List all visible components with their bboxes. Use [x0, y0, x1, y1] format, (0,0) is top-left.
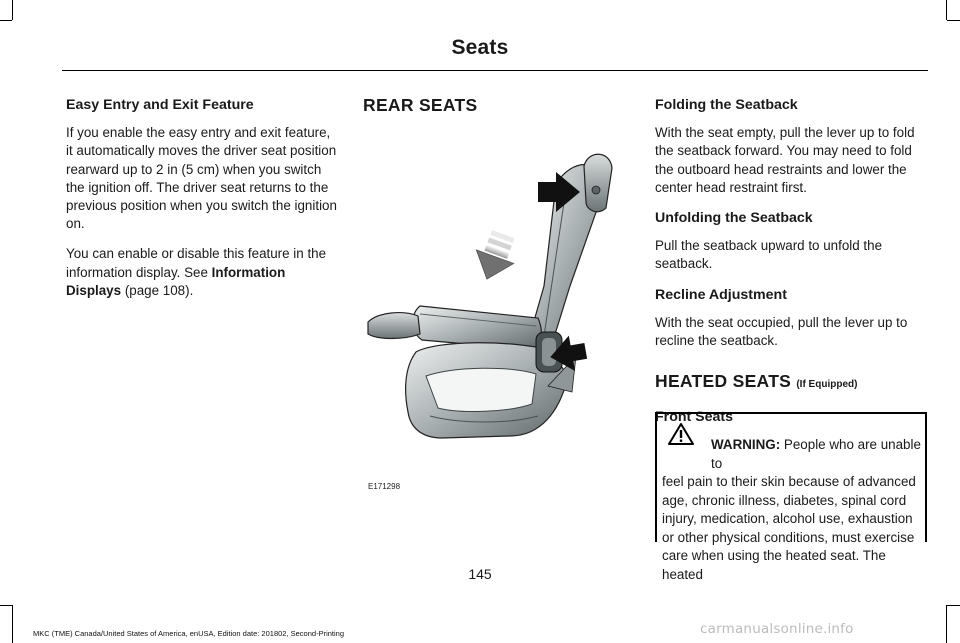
warning-box — [655, 412, 927, 582]
crop-mark — [947, 20, 960, 21]
heated-seats-heading — [655, 372, 927, 394]
recline-paragraph: With the seat occupied, pull the lever up to recline the seatback. — [655, 314, 908, 349]
page-reference: (page 108). — [121, 282, 194, 298]
rear-seat-illustration — [360, 136, 632, 498]
header-rule — [62, 70, 928, 71]
information-displays-link[interactable]: Information Displays — [66, 264, 286, 298]
enable-disable-paragraph — [66, 245, 338, 300]
warning-first-line — [662, 436, 921, 473]
crop-mark — [946, 0, 947, 20]
crop-mark — [0, 605, 12, 606]
page-number: 145 — [468, 566, 492, 582]
heated-seats-title: HEATED SEATS — [655, 371, 792, 392]
crop-mark — [12, 0, 13, 20]
folding-heading: Folding the Seatback — [655, 97, 798, 113]
warning-label: WARNING: — [711, 437, 781, 452]
recline-heading: Recline Adjustment — [655, 286, 787, 303]
crop-mark — [0, 20, 12, 21]
easy-entry-paragraph: If you enable the easy entry and exit feature, it automatically moves the driver seat position rearward up to 2 in (5 cm) when you switch the ignition off. The driver seat returns to the previous position when you switch the ignition on. — [66, 125, 337, 232]
crop-mark — [947, 605, 960, 606]
page-title: Seats — [451, 36, 509, 59]
warning-text: feel pain to their skin because of advanced age, chronic illness, diabetes, spinal cord injury, medication, alcohol use, exhaustion or other physical conditions, must exercise care when using the heated seat. The heated — [662, 474, 916, 582]
rear-seats-heading: REAR SEATS — [363, 95, 478, 115]
crop-mark — [946, 605, 947, 643]
edition-footer: MKC (TME) Canada/United States of America, enUSA, Edition date: 201802, Second-Printing — [33, 629, 344, 638]
column-rear-seats — [363, 96, 635, 128]
folding-paragraph: With the seat empty, pull the lever up to fold the seatback forward. You may need to fold the outboard head restraints and lower the center head restraint first. — [655, 125, 915, 195]
unfolding-paragraph: Pull the seatback upward to unfold the seatback. — [655, 238, 883, 272]
warning-icon — [667, 422, 695, 446]
enable-disable-text: You can enable or disable this feature in the information display. See — [66, 246, 327, 280]
column-seatback — [655, 96, 927, 437]
watermark: carmanualsonline.info — [700, 621, 854, 637]
column-easy-entry — [66, 96, 338, 312]
figure-code: E171298 — [368, 482, 401, 491]
easy-entry-heading: Easy Entry and Exit Feature — [66, 97, 254, 113]
crop-mark — [12, 605, 13, 643]
unfolding-heading: Unfolding the Seatback — [655, 210, 813, 227]
if-equipped-label: (If Equipped) — [796, 379, 858, 391]
warning-first-text: People who are unable to — [711, 437, 921, 471]
front-seats-heading: Front Seats — [655, 409, 734, 426]
